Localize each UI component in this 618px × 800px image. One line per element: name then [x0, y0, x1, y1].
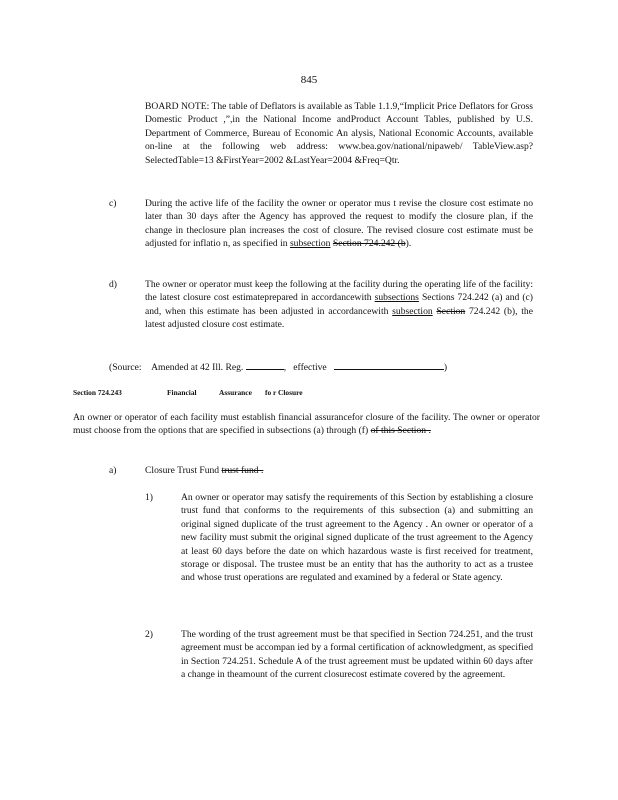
para-d-text1: The owner or operator must keep the following at the facility during the operating life of the facility: the latest closure cost estimateprepared in accordancewith	[145, 279, 533, 304]
item-2-label: 2)	[145, 629, 153, 640]
para-d-section: Section	[436, 305, 466, 317]
section-title-assurance: Assurance	[219, 388, 252, 397]
source-effective: effective	[293, 362, 327, 373]
reg-number-blank	[246, 360, 284, 370]
para-d	[145, 278, 533, 332]
section-number: Section 724.243	[73, 388, 122, 397]
para-c-subsection: subsection	[289, 238, 331, 250]
para-d-label: d)	[109, 279, 117, 290]
para-a-struck: trust fund	[221, 465, 259, 476]
section-title-financial: Financial	[167, 388, 197, 397]
para-d-subsections: subsections	[374, 292, 419, 304]
item-1-label: 1)	[145, 492, 153, 503]
effective-date-blank	[334, 360, 444, 370]
item-1	[181, 491, 533, 585]
para-d-text3: 724.242 (b), the latest adjusted closure cost estimate.	[145, 305, 533, 331]
page-number: 845	[300, 74, 318, 86]
board-note	[145, 100, 533, 167]
source-amended: Amended at 42 Ill. Reg.	[151, 362, 244, 373]
board-note-text: BOARD NOTE: The table of Deflators is available as Table 1.1.9,“Implicit Price Deflators for Gross Domestic Product ,”,in the National Income andProduct Account Tables, published by U.S. Department of Commerce, Bureau of Economic An alysis, National Economic Accounts, available on-line at the following web address: www.bea.gov/national/nipaweb/ TableView.asp? SelectedTable=13 &FirstYear=2002 &LastYear=2004 &Freq=Qtr.	[145, 101, 533, 166]
item-2-text: The wording of the trust agreement must be that specified in Section 724.251, and the trust agreement must be accompan ied by a formal certification of acknowledgment, as specified in Section 724.251. Schedule A of the trust agreement must be updated within 60 days after a change in theamount of the current closurecost estimate covered by the agreement.	[181, 629, 533, 681]
intro-text: An owner or operator of each facility must establish financial assurancefor closure of the facility. The owner or operator must choose from the options that are specified in subsections (a) through (f)	[73, 412, 540, 437]
para-a-title: Closure Trust Fund	[145, 465, 220, 476]
item-2	[181, 628, 533, 682]
source-prefix: (Source:	[109, 362, 142, 373]
para-c-label: c)	[109, 198, 117, 209]
item-1-text: An owner or operator may satisfy the requirements of this Section by establishing a closure trust fund that conforms to the requirements of this subsection (a) and submitting an original signed duplicate of the trust agreement to the Agency . An owner or operator of a new facility must submit the original signed duplicate of the trust agreement to the Agency at least 60 days before the date on which hazardous waste is first received for treatment, storage or disposal. The trustee must be an entity that has the authority to act as a trustee and whose trust operations are regulated and examined by a federal or State agency.	[181, 492, 533, 584]
para-c-text: During the active life of the facility the owner or operator mus t revise the closure cost estimate no later than 30 days after the Agency has approved the request to modify the closure plan, if the change in theclosure plan increases the cost of closure. The revised closure cost estimate must be adjusted for inflatio n, as specified in	[145, 198, 533, 250]
source-close: )	[443, 362, 448, 373]
intro-struck: of this Section	[370, 425, 427, 437]
para-c-struck: Section 724.242 (b	[332, 238, 406, 250]
para-a-label: a)	[109, 465, 117, 476]
para-d-text2: Sections 724.242 (a) and (c) and, when this estimate has been adjusted in accordancewith	[145, 292, 533, 317]
para-c-end: ).	[405, 238, 412, 250]
source-note: (Source: Amended at 42 Ill. Reg. , effective )	[109, 362, 448, 373]
intro-paragraph: An owner or operator of each facility must establish financial assurancefor closure of the facility. The owner or operator must choose from the options that are specified in subsections (a) through (f) of this Section .	[73, 412, 540, 437]
section-title-closure: fo r Closure	[265, 388, 303, 397]
para-c	[145, 197, 533, 251]
para-a-heading: Closure Trust Fund trust fund .	[145, 465, 264, 476]
para-d-subsection: subsection	[392, 305, 433, 317]
